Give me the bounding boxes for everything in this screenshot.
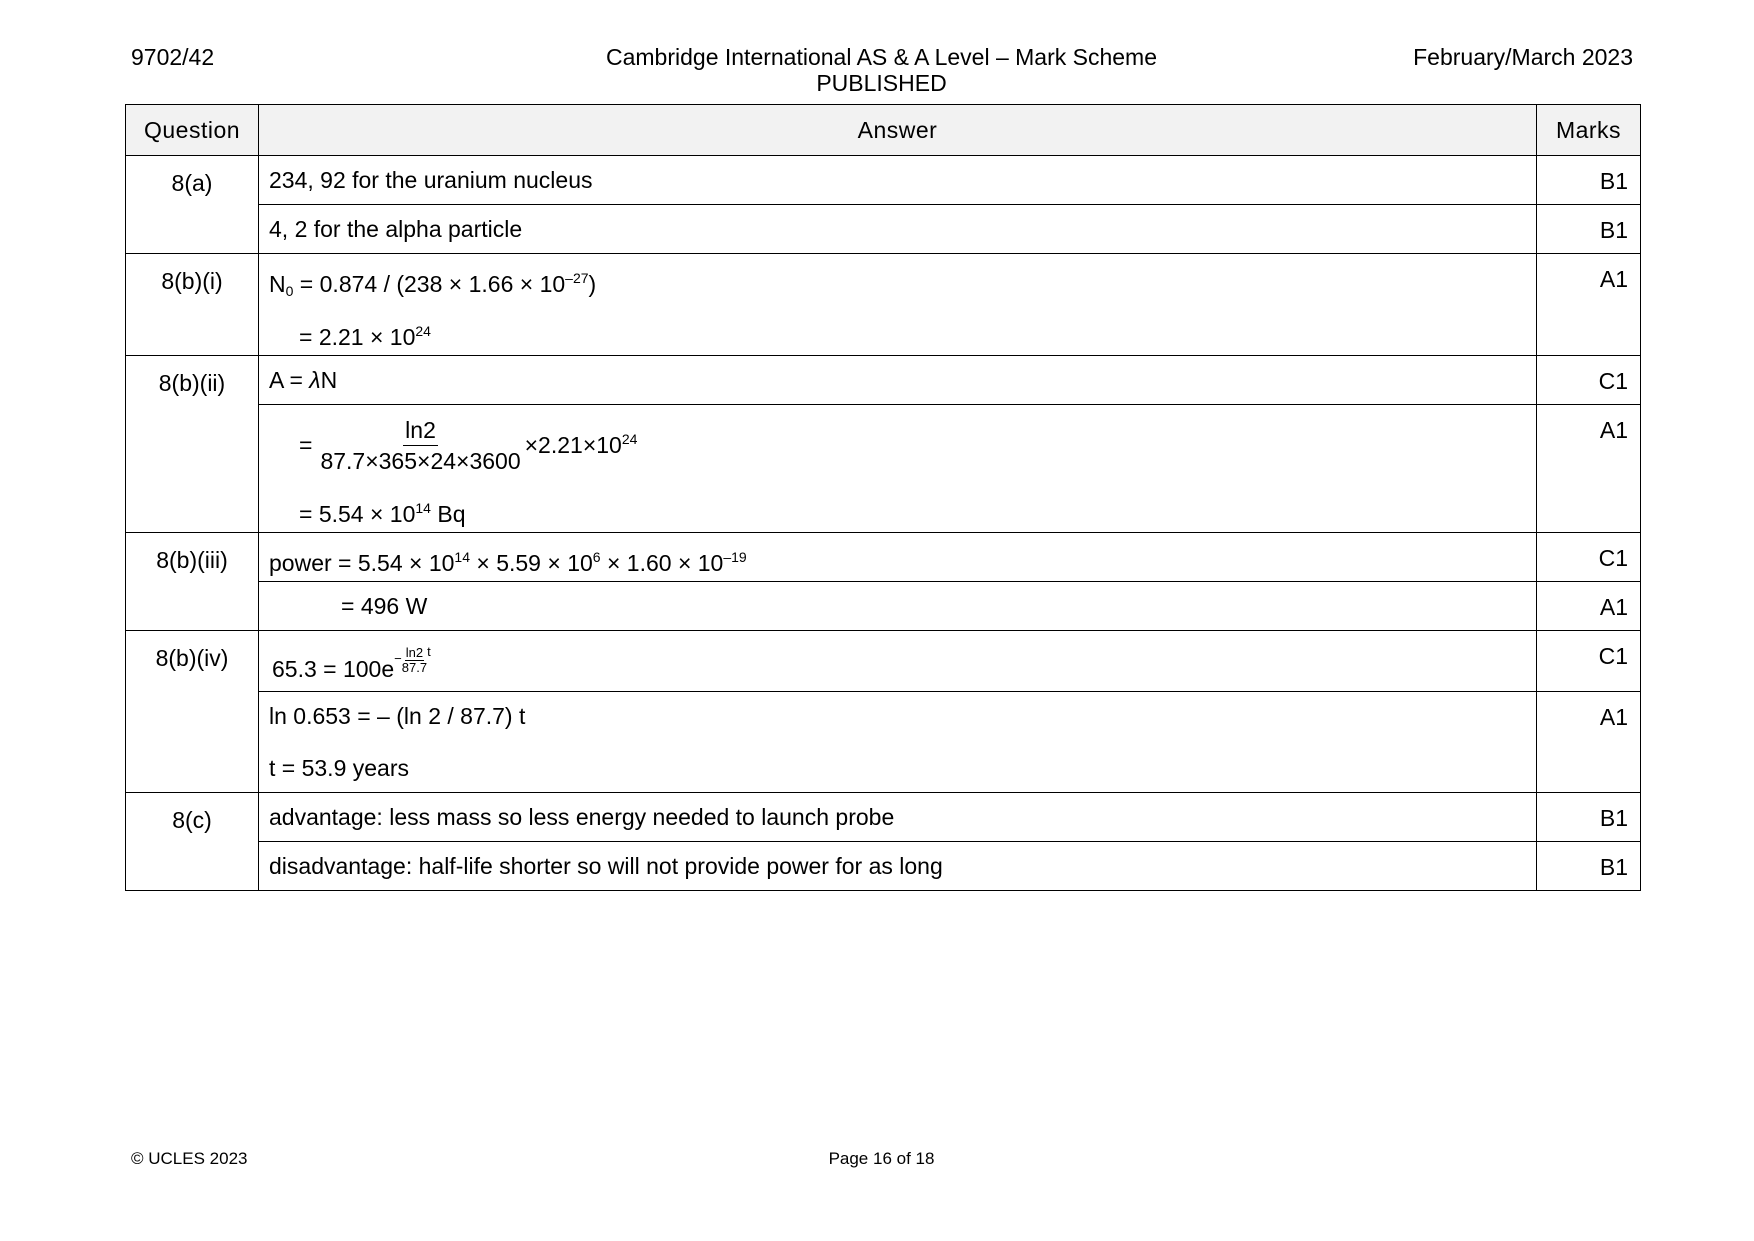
column-header-answer: Answer: [259, 105, 1537, 156]
mark-cell: A1: [1537, 405, 1641, 533]
column-header-marks: Marks: [1537, 105, 1641, 156]
mark-cell: B1: [1537, 793, 1641, 842]
equation-line: [269, 495, 1526, 527]
table-header-row: [126, 105, 1641, 156]
answer-cell: [259, 842, 1537, 891]
question-8biii-label: 8(b)(iii): [126, 533, 259, 631]
text: A =: [269, 367, 310, 393]
exponent-fraction: [402, 646, 427, 675]
table-row: [126, 692, 1641, 793]
answer-text: = 496 W: [341, 593, 428, 619]
superscript: 14: [415, 500, 431, 516]
answer-text: 234, 92 for the uranium nucleus: [269, 167, 593, 193]
answer-text: advantage: less mass so less energy needed to launch probe: [269, 804, 895, 830]
text: N: [320, 367, 338, 393]
superscript: –27: [565, 270, 589, 286]
mark-cell: C1: [1537, 356, 1641, 405]
fraction-numerator: ln2: [403, 417, 438, 446]
table-row: [126, 842, 1641, 891]
table-row: [126, 793, 1641, 842]
question-8a-label: 8(a): [126, 156, 259, 254]
mark-cell: A1: [1537, 582, 1641, 631]
answer-cell: [259, 533, 1537, 582]
equation-line: [269, 367, 1526, 394]
copyright-notice: © UCLES 2023: [131, 1149, 248, 1168]
answer-text: ln 0.653 = – (ln 2 / 87.7) t: [269, 703, 526, 729]
text: N: [269, 271, 286, 297]
exponent-variable: t: [427, 644, 431, 659]
text: Bq: [430, 501, 466, 527]
paper-code: 9702/42: [131, 44, 215, 70]
table-row: [126, 533, 1641, 582]
fraction-denominator: 87.7×365×24×3600: [320, 447, 521, 474]
answer-cell: [259, 205, 1537, 254]
mark-cell: B1: [1537, 205, 1641, 254]
question-8c-label: 8(c): [126, 793, 259, 891]
text: × 1.60 × 10: [600, 550, 724, 576]
table-row: [126, 205, 1641, 254]
exponential-equation: [269, 637, 1526, 683]
text: × 5.59 × 10: [470, 550, 593, 576]
mark-scheme-table: [125, 104, 1641, 891]
fraction-equation: [269, 407, 1526, 483]
mark-cell: A1: [1537, 254, 1641, 356]
exam-session: February/March 2023: [1413, 44, 1633, 70]
mark-cell: B1: [1537, 842, 1641, 891]
answer-cell: [259, 631, 1537, 692]
exponent-minus: −: [394, 651, 402, 666]
equation-line: [269, 544, 1526, 576]
column-header-question: Question: [126, 105, 259, 156]
answer-cell: [259, 356, 1537, 405]
superscript: 24: [621, 431, 638, 447]
text: = 5.54 × 10: [299, 501, 416, 527]
table-row: [126, 582, 1641, 631]
text: power = 5.54 × 10: [269, 550, 455, 576]
superscript: 14: [454, 549, 470, 565]
question-8bi-label: 8(b)(i): [126, 254, 259, 356]
answer-cell: [259, 405, 1537, 533]
answer-text: disadvantage: half-life shorter so will not provide power for as long: [269, 853, 943, 879]
answer-text: 4, 2 for the alpha particle: [269, 216, 523, 242]
table-row: [126, 631, 1641, 692]
superscript: 6: [592, 549, 601, 565]
text: [525, 431, 638, 459]
answer-cell: [259, 582, 1537, 631]
exponent-denominator: 87.7: [401, 660, 428, 675]
answer-cell: [259, 254, 1537, 356]
mark-cell: C1: [1537, 533, 1641, 582]
superscript: 24: [415, 323, 431, 339]
question-8bii-label: 8(b)(ii): [126, 356, 259, 533]
title-line-2: PUBLISHED: [816, 70, 947, 96]
superscript: –19: [723, 549, 747, 565]
text: = 0.874 / (238 × 1.66 × 10: [293, 271, 566, 297]
subscript: 0: [285, 283, 294, 299]
table-row: [126, 405, 1641, 533]
table-row: [126, 156, 1641, 205]
fraction: [320, 417, 520, 474]
text: 65.3 = 100e: [272, 656, 395, 682]
equation-line: [269, 265, 1526, 299]
text: ×2.21×10: [524, 432, 622, 458]
text: ): [588, 271, 597, 297]
mark-cell: B1: [1537, 156, 1641, 205]
answer-cell: [259, 793, 1537, 842]
question-8biv-label: 8(b)(iv): [126, 631, 259, 793]
mark-cell: A1: [1537, 692, 1641, 793]
equation-line: [269, 318, 1526, 350]
exponent-numerator: ln2: [405, 645, 424, 660]
equals-sign: =: [299, 431, 313, 458]
text: = 2.21 × 10: [299, 324, 416, 350]
answer-cell: [259, 156, 1537, 205]
page-number: Page 16 of 18: [828, 1149, 935, 1168]
answer-cell: [259, 692, 1537, 793]
mark-cell: C1: [1537, 631, 1641, 692]
table-row: [126, 254, 1641, 356]
title-line-1: Cambridge International AS & A Level – Mark Scheme: [605, 44, 1158, 70]
lambda-symbol: λ: [309, 367, 321, 393]
answer-text: t = 53.9 years: [269, 755, 409, 781]
table-row: [126, 356, 1641, 405]
